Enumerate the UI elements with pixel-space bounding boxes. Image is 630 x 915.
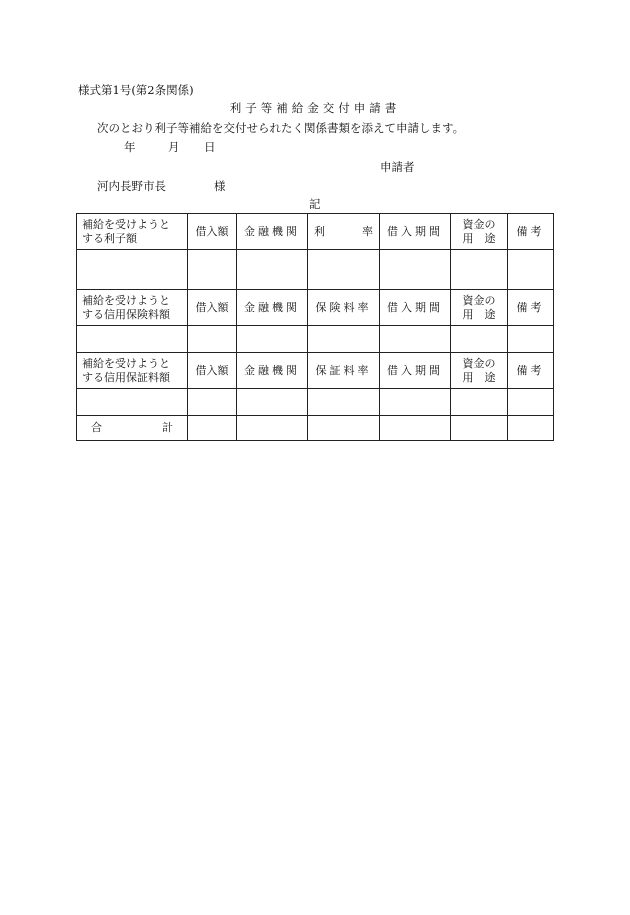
fund-use-line: 用 途 — [462, 307, 496, 321]
input-cell[interactable] — [188, 250, 237, 290]
fund-use-line: 用 途 — [462, 231, 496, 245]
guarantee-label-cell — [77, 353, 188, 389]
guarantee-rate-header: 保証料率 — [308, 353, 380, 389]
loan-amount-header: 借入額 — [188, 353, 237, 389]
interest-label-cell — [77, 214, 188, 250]
input-cell[interactable] — [308, 250, 380, 290]
addressee-suffix: 様 — [214, 179, 226, 193]
loan-period-header: 借入期間 — [380, 353, 451, 389]
date-month: 月 — [168, 140, 180, 154]
input-cell[interactable] — [188, 389, 237, 416]
rate-header-b: 率 — [362, 224, 373, 238]
label-line: 補給を受けようと — [82, 293, 170, 307]
application-table — [76, 213, 554, 441]
fund-use-header — [451, 353, 508, 389]
input-cell[interactable] — [308, 416, 380, 441]
table-row — [77, 416, 554, 441]
label-line: する信用保証料額 — [82, 370, 170, 384]
label-line: 補給を受けようと — [82, 217, 170, 231]
ki-mark: 記 — [309, 197, 321, 211]
input-cell[interactable] — [188, 416, 237, 441]
financial-institution-header: 金融機関 — [237, 353, 308, 389]
input-cell[interactable] — [451, 416, 508, 441]
rate-header-a: 利 — [314, 224, 342, 238]
input-cell[interactable] — [451, 250, 508, 290]
table-row — [77, 214, 554, 250]
loan-amount-header: 借入額 — [188, 214, 237, 250]
label-line: 補給を受けようと — [82, 356, 170, 370]
fund-use-header — [451, 214, 508, 250]
rate-header — [308, 214, 380, 250]
input-cell[interactable] — [77, 389, 188, 416]
input-cell[interactable] — [380, 389, 451, 416]
intro-text: 次のとおり利子等補給を交付せられたく関係書類を添えて申請します。 — [97, 121, 465, 135]
label-line: する信用保険料額 — [82, 307, 170, 321]
input-cell[interactable] — [508, 250, 554, 290]
table-row — [77, 389, 554, 416]
input-cell[interactable] — [451, 389, 508, 416]
addressee-name: 河内長野市長 — [97, 179, 166, 193]
input-cell[interactable] — [380, 416, 451, 441]
date-year: 年 — [124, 140, 136, 154]
input-cell[interactable] — [508, 389, 554, 416]
form-number: 様式第1号(第2条関係) — [78, 83, 194, 97]
fund-use-line: 資金の — [462, 356, 496, 370]
table-row — [77, 326, 554, 353]
loan-amount-header: 借入額 — [188, 290, 237, 326]
input-cell[interactable] — [237, 250, 308, 290]
fund-use-line: 用 途 — [462, 370, 496, 384]
table-row — [77, 353, 554, 389]
table-row — [77, 250, 554, 290]
loan-period-header: 借入期間 — [380, 214, 451, 250]
remarks-header: 備考 — [508, 353, 554, 389]
date-line — [124, 140, 216, 154]
input-cell[interactable] — [380, 250, 451, 290]
remarks-header: 備考 — [508, 290, 554, 326]
label-line: する利子額 — [82, 231, 137, 245]
fund-use-header — [451, 290, 508, 326]
input-cell[interactable] — [308, 326, 380, 353]
input-cell[interactable] — [451, 326, 508, 353]
input-cell[interactable] — [77, 250, 188, 290]
input-cell[interactable] — [237, 326, 308, 353]
fund-use-line: 資金の — [462, 217, 496, 231]
remarks-header: 備考 — [508, 214, 554, 250]
input-cell[interactable] — [77, 326, 188, 353]
financial-institution-header: 金融機関 — [237, 214, 308, 250]
input-cell[interactable] — [188, 326, 237, 353]
insurance-rate-header: 保険料率 — [308, 290, 380, 326]
input-cell[interactable] — [508, 326, 554, 353]
date-day: 日 — [204, 140, 216, 154]
table-row — [77, 290, 554, 326]
input-cell[interactable] — [380, 326, 451, 353]
insurance-label-cell — [77, 290, 188, 326]
document-title: 利子等補給金交付申請書 — [229, 101, 401, 115]
fund-use-line: 資金の — [462, 293, 496, 307]
input-cell[interactable] — [237, 416, 308, 441]
input-cell[interactable] — [308, 389, 380, 416]
input-cell[interactable] — [237, 389, 308, 416]
financial-institution-header: 金融機関 — [237, 290, 308, 326]
total-label: 合計 — [77, 416, 188, 441]
applicant-label: 申請者 — [380, 160, 415, 174]
input-cell[interactable] — [508, 416, 554, 441]
addressee — [97, 179, 226, 193]
loan-period-header: 借入期間 — [380, 290, 451, 326]
